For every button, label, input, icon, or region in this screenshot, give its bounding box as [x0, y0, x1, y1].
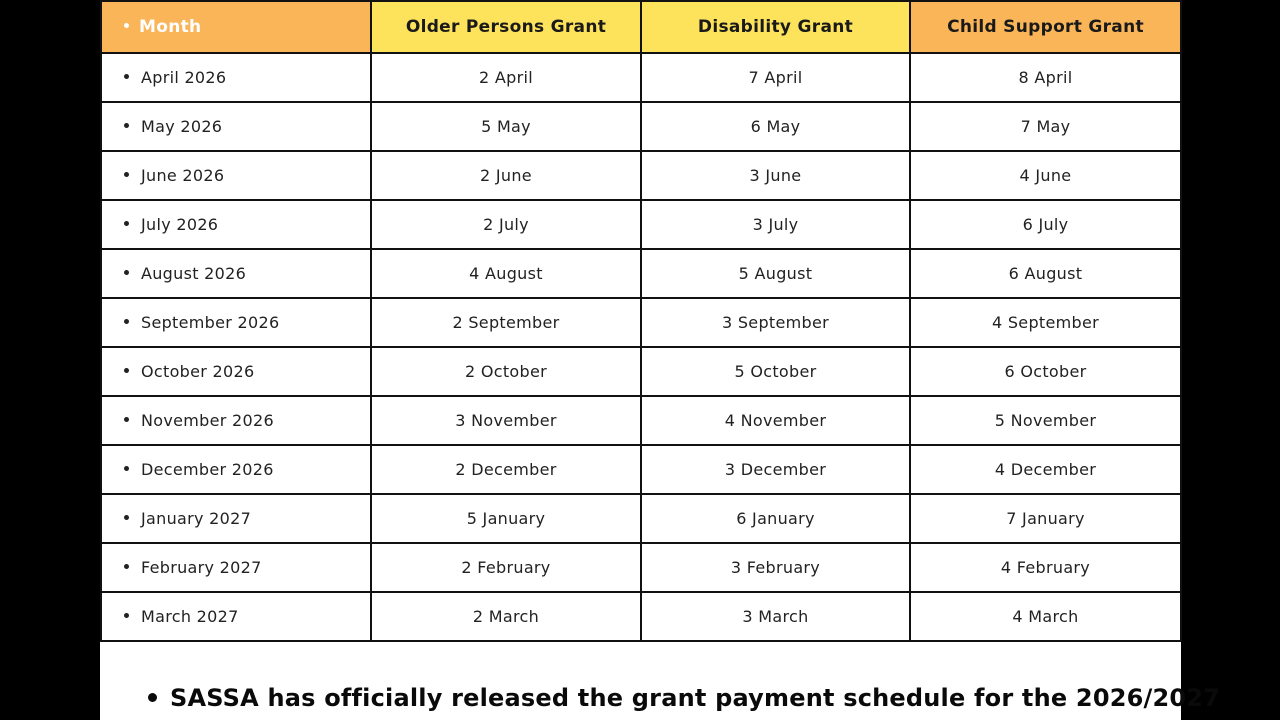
table-row	[101, 53, 1181, 102]
cell-month-label: October 2026	[141, 362, 255, 381]
cell-disability-date: 3 February	[641, 543, 910, 592]
table-row	[101, 494, 1181, 543]
header-month-label: Month	[139, 17, 202, 37]
cell-older-persons-date: 2 June	[371, 151, 641, 200]
cell-child-support-date: 6 July	[910, 200, 1181, 249]
cell-older-persons-date: 2 February	[371, 543, 641, 592]
cell-month-label: June 2026	[141, 166, 225, 185]
cell-month	[101, 151, 371, 200]
cell-older-persons-date: 2 April	[371, 53, 641, 102]
bullet-icon	[124, 270, 129, 275]
cell-child-support-date: 4 June	[910, 151, 1181, 200]
cell-older-persons-date: 4 August	[371, 249, 641, 298]
cell-month	[101, 396, 371, 445]
bullet-icon	[124, 74, 129, 79]
bullet-icon	[124, 319, 129, 324]
table-row	[101, 102, 1181, 151]
cell-month-label: January 2027	[141, 509, 252, 528]
cell-disability-date: 3 December	[641, 445, 910, 494]
cell-month	[101, 494, 371, 543]
table-body	[101, 53, 1181, 641]
header-child-support-grant: Child Support Grant	[910, 1, 1181, 53]
cell-disability-date: 5 October	[641, 347, 910, 396]
cell-disability-date: 5 August	[641, 249, 910, 298]
cell-older-persons-date: 2 September	[371, 298, 641, 347]
cell-child-support-date: 8 April	[910, 53, 1181, 102]
bullet-icon	[124, 368, 129, 373]
bullet-icon	[124, 564, 129, 569]
table-row	[101, 298, 1181, 347]
cell-child-support-date: 4 September	[910, 298, 1181, 347]
header-month	[101, 1, 371, 53]
cell-month	[101, 592, 371, 641]
cell-child-support-date: 6 August	[910, 249, 1181, 298]
cell-disability-date: 3 June	[641, 151, 910, 200]
cell-month-label: August 2026	[141, 264, 247, 283]
cell-month-label: July 2026	[141, 215, 219, 234]
cell-child-support-date: 6 October	[910, 347, 1181, 396]
cell-month-label: March 2027	[141, 607, 239, 626]
cell-disability-date: 4 November	[641, 396, 910, 445]
cell-month	[101, 249, 371, 298]
cell-month	[101, 543, 371, 592]
bullet-icon	[124, 466, 129, 471]
cell-disability-date: 6 May	[641, 102, 910, 151]
bullet-icon	[124, 515, 129, 520]
cell-month	[101, 102, 371, 151]
cell-disability-date: 7 April	[641, 53, 910, 102]
cell-disability-date: 6 January	[641, 494, 910, 543]
cell-older-persons-date: 2 December	[371, 445, 641, 494]
cell-disability-date: 3 March	[641, 592, 910, 641]
cell-disability-date: 3 September	[641, 298, 910, 347]
cell-child-support-date: 4 December	[910, 445, 1181, 494]
cell-older-persons-date: 5 May	[371, 102, 641, 151]
cell-older-persons-date: 2 October	[371, 347, 641, 396]
table-row	[101, 200, 1181, 249]
cell-month-label: February 2027	[141, 558, 262, 577]
table-row	[101, 396, 1181, 445]
bullet-icon	[124, 123, 129, 128]
cell-month	[101, 445, 371, 494]
table-row	[101, 249, 1181, 298]
cell-month	[101, 347, 371, 396]
bullet-icon	[124, 23, 129, 28]
cell-month-label: December 2026	[141, 460, 274, 479]
cell-month	[101, 53, 371, 102]
cell-month-label: September 2026	[141, 313, 280, 332]
cell-child-support-date: 5 November	[910, 396, 1181, 445]
cell-child-support-date: 7 January	[910, 494, 1181, 543]
cell-disability-date: 3 July	[641, 200, 910, 249]
bullet-icon	[148, 693, 157, 702]
payment-schedule-table	[100, 0, 1182, 642]
bullet-icon	[124, 221, 129, 226]
cell-month-label: November 2026	[141, 411, 274, 430]
table-row	[101, 445, 1181, 494]
table-row	[101, 592, 1181, 641]
cell-older-persons-date: 5 January	[371, 494, 641, 543]
table-header-row	[101, 1, 1181, 53]
cell-month	[101, 200, 371, 249]
table-row	[101, 543, 1181, 592]
cell-older-persons-date: 2 July	[371, 200, 641, 249]
table-row	[101, 347, 1181, 396]
table-row	[101, 151, 1181, 200]
header-disability-grant: Disability Grant	[641, 1, 910, 53]
cell-child-support-date: 4 February	[910, 543, 1181, 592]
document-sheet	[100, 0, 1221, 720]
bullet-icon	[124, 613, 129, 618]
header-older-persons-grant: Older Persons Grant	[371, 1, 641, 53]
cell-child-support-date: 7 May	[910, 102, 1181, 151]
cell-older-persons-date: 2 March	[371, 592, 641, 641]
release-note	[148, 684, 1220, 712]
cell-older-persons-date: 3 November	[371, 396, 641, 445]
bullet-icon	[124, 172, 129, 177]
cell-child-support-date: 4 March	[910, 592, 1181, 641]
cell-month-label: May 2026	[141, 117, 223, 136]
bullet-icon	[124, 417, 129, 422]
cell-month	[101, 298, 371, 347]
cell-month-label: April 2026	[141, 68, 227, 87]
release-note-text: SASSA has officially released the grant payment schedule for the 2026/2027	[170, 684, 1221, 712]
